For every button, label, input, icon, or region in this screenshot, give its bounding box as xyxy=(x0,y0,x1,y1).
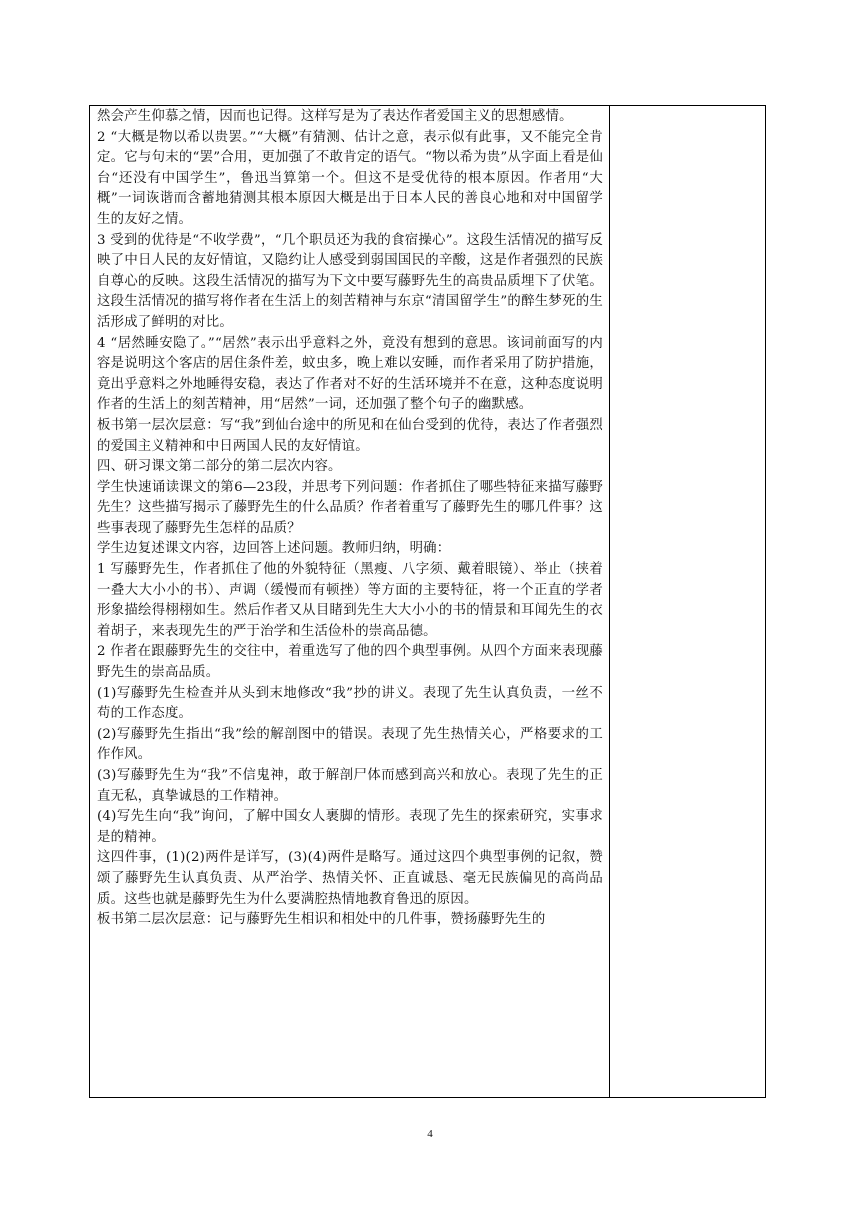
paragraph: 然会产生仰慕之情，因而也记得。这样写是为了表达作者爱国主义的思想感情。 xyxy=(97,109,573,124)
paragraph: 板书第二层次层意：记与藤野先生相识和相处中的几件事，赞扬藤野先生的 xyxy=(97,912,546,928)
list-item: (3)写藤野先生为“我”不信鬼神，敢于解剖尸体而感到高兴和放心。表现了先生的正直无私，真挚诚恳的工作精神。 xyxy=(97,768,603,804)
paragraph: 2 “大概是物以希以贵罢。”“大概”有猜测、估计之意，表示似有此事，又不能完全肯定。它与句末的“罢”合用，更加强了不敢肯定的语气。“物以希为贵”从字面上看是仙台“还没有中国学生”，鲁迅当算第一个。但这不是受优待的根本原因。作者用“大概”一词诙谐而含蓄地猜测其根本原因大概是出于日本人民的善良心地和对中国留学生的友好之情。 xyxy=(97,129,603,227)
notes-column xyxy=(610,106,765,1097)
paragraph: 学生快速诵读课文的第6—23段，并思考下列问题：作者抓住了哪些特征来描写藤野先生？这些描写揭示了藤野先生的什么品质？作者着重写了藤野先生的哪几件事？这些事表现了藤野先生怎样的品质？ xyxy=(97,479,603,536)
list-item: (4)写先生向“我”询问，了解中国女人裹脚的情形。表现了先生的探索研究，实事求是的精神。 xyxy=(97,809,603,845)
paragraph: 1 写藤野先生，作者抓住了他的外貌特征（黑瘦、八字须、戴着眼镜）、举止（挟着一叠大大小小的书）、声调（缓慢而有顿挫）等方面的主要特征，将一个正直的学者形象描绘得栩栩如生。然后作者又从目睹到先生大大小小的书的情景和耳闻先生的衣着胡子，来表现先生的严于治学和生活俭朴的崇高品德。 xyxy=(97,562,603,639)
page-number: 4 xyxy=(427,1128,433,1140)
main-text-column xyxy=(90,106,610,1097)
section-heading: 四、研习课文第二部分的第二层次内容。 xyxy=(97,459,342,475)
paragraph: 2 作者在跟藤野先生的交往中，着重选写了他的四个典型事例。从四个方面来表现藤野先生的崇高品质。 xyxy=(97,644,603,681)
list-item: (2)写藤野先生指出“我”绘的解剖图中的错误。表现了先生热情关心，严格要求的工作作风。 xyxy=(97,726,603,763)
paragraph: 4 “居然睡安隐了。”“居然”表示出乎意料之外，竟没有想到的意思。该词前面写的内容是说明这个客店的居住条件差，蚊虫多，晚上难以安睡，而作者采用了防护措施，竟出乎意料之外地睡得安稳，表达了作者对不好的生活环境并不在意，这种态度说明作者的生活上的刻苦精神，用“居然”一词，还加强了整个句子的幽默感。 xyxy=(97,335,603,413)
paragraph: 3 受到的优待是“不收学费”，“几个职员还为我的食宿操心”。这段生活情况的描写反映了中日人民的友好情谊，又隐约让人感受到弱国国民的辛酸，这是作者强烈的民族自尊心的反映。这段生活情况的描写为下文中要写藤野先生的高贵品质埋下了伏笔。这段生活情况的描写将作者在生活上的刻苦精神与东京“清国留学生”的醉生梦死的生活形成了鲜明的对比。 xyxy=(97,232,603,330)
paragraph: 板书第一层次层意：写“我”到仙台途中的所见和在仙台受到的优待，表达了作者强烈的爱国主义精神和中日两国人民的友好情谊。 xyxy=(97,417,603,454)
list-item: (1)写藤野先生检查并从头到末地修改“我”抄的讲义。表现了先生认真负责，一丝不苟的工作态度。 xyxy=(97,685,603,722)
content-table xyxy=(89,105,766,1098)
paragraph: 学生边复述课文内容，边回答上述问题。教师归纳，明确： xyxy=(97,541,451,557)
paragraph: 这四件事，(1)(2)两件是详写，(3)(4)两件是略写。通过这四个典型事例的记叙，赞颂了藤野先生认真负责、从严治学、热情关怀、正直诚恳、毫无民族偏见的高尚品质。这些也就是藤野先生为什么要满腔热情地教育鲁迅的原因。 xyxy=(97,850,603,907)
